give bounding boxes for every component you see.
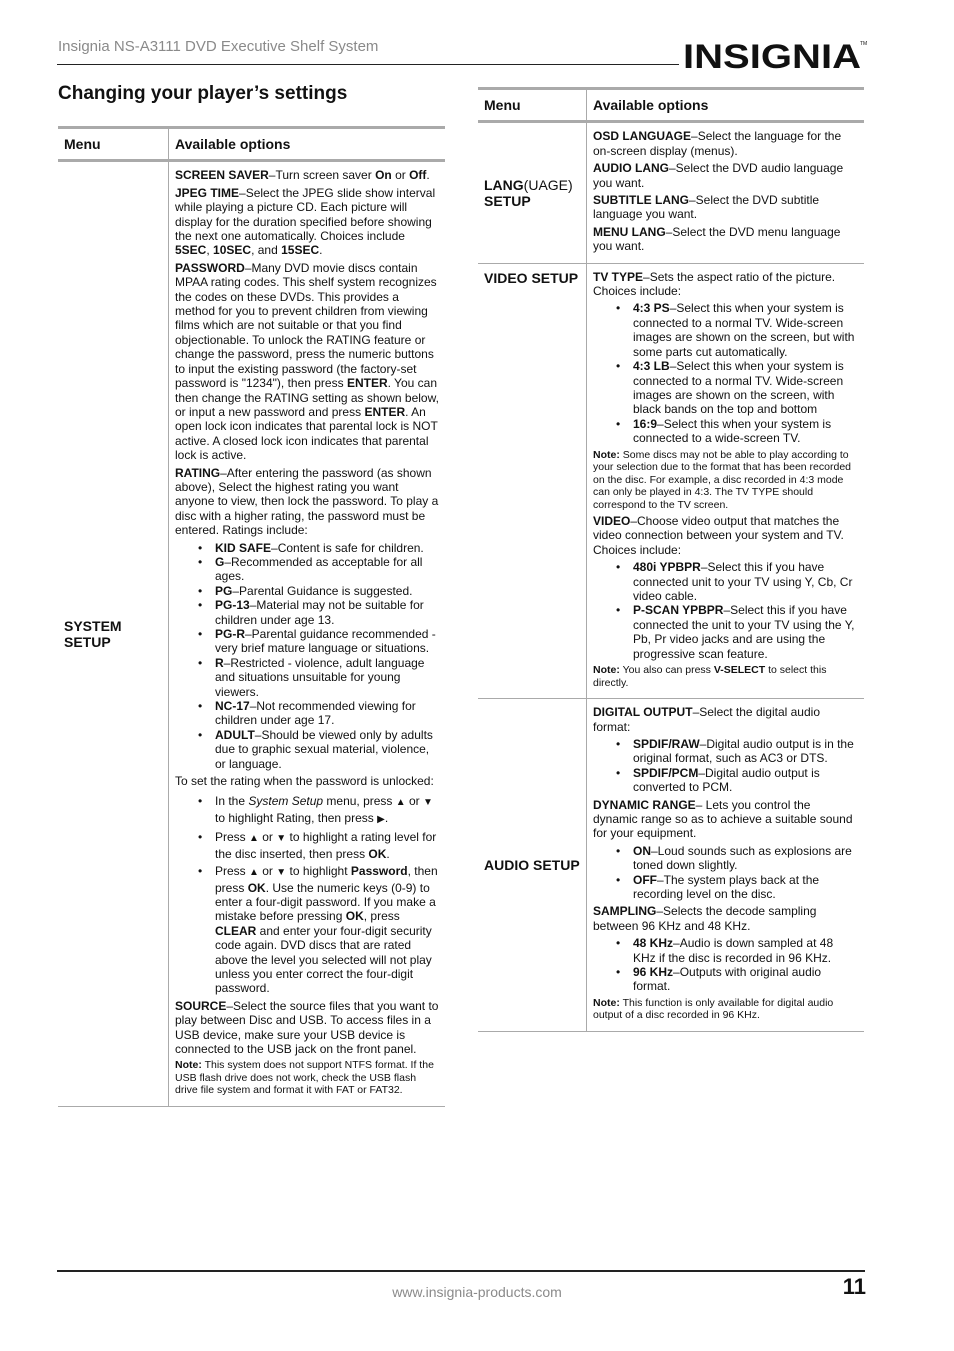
list-item: • OFF–The system plays back at the recording level on the disc. — [633, 873, 858, 902]
menu-label-line1: SYSTEM — [64, 618, 122, 635]
video-option: VIDEO–Choose video output that matches the video connection between your system and TV. Choices include: — [593, 514, 844, 557]
options-cell-audio-setup — [587, 699, 865, 1032]
footer-rule — [57, 1270, 865, 1272]
video-choices — [593, 560, 858, 661]
table-row-video-setup — [478, 263, 864, 698]
set-rating-intro: To set the rating when the password is unlocked: — [175, 774, 434, 789]
list-item: • NC-17–Not recommended viewing for children under age 17. — [215, 699, 439, 728]
list-item: • P-SCAN YPBPR–Select this if you have connected the unit to your TV using the Y, Pb, Pr video jacks and are using the progressive scan feature. — [633, 603, 858, 661]
menu-cell-audio-setup: AUDIO SETUP — [478, 699, 587, 1032]
digital-output-option: DIGITAL OUTPUT–Select the digital audio format: — [593, 705, 820, 734]
list-item: • 4:3 LB–Select this when your system is connected to a normal TV. Wide-screen images are shown on the screen, with black bands on the top and bottom — [633, 359, 858, 417]
sampling-option: SAMPLING–Selects the decode sampling between 96 KHz and 48 KHz. — [593, 904, 817, 933]
v-select-note: Note: You also can press V-SELECT to select this directly. — [593, 664, 827, 689]
list-item: • 48 KHz–Audio is down sampled at 48 KHz if the disc is recorded in 96 KHz. — [633, 936, 858, 965]
table-row-system-setup — [58, 161, 445, 1106]
list-item: • 16:9–Select this when your system is connected to a wide-screen TV. — [633, 417, 858, 446]
tv-type-note: Note: Some discs may not be able to play according to your selection due to the format that has been recorded on the disc. For example, a disc recorded in 4:3 mode can only be played in 4:3. The TV TYPE should correspond to the TV screen. — [593, 448, 851, 511]
menu-label-line2: SETUP — [64, 634, 111, 651]
section-title: Changing your player’s settings — [58, 83, 348, 104]
list-item: • SPDIF/RAW–Digital audio output is in the original format, such as AC3 or DTS. — [633, 737, 858, 766]
password-option: PASSWORD–Many DVD movie discs contain MPAA rating codes. This shelf system recognizes the codes on these DVDs. This provides a method for you to prevent children from viewing films which are not suitable or that you find objectionable. To unlock the RATING feature or change the password, press the numeric buttons to input the existing password (the factory-set password is "1234"), then press ENTER. You can then change the RATING setting as shown below, or input a new password and press ENTER. An open lock icon indicates that parental lock is NOT active. A closed lock icon indicates that parental lock is active. — [175, 260, 439, 463]
list-item: • ADULT–Should be viewed only by adults due to graphic sexual material, violence, or language. — [215, 728, 439, 771]
list-item: • 480i YPBPR–Select this if you have connected unit to your TV using Y, Cb, Cr video cable. — [633, 560, 858, 603]
audio-lang-option: AUDIO LANG–Select the DVD audio language you want. — [593, 161, 844, 190]
logo-trademark: TM — [860, 41, 868, 47]
list-item: • PG-13–Material may not be suitable for children under age 13. — [215, 598, 439, 627]
ratings-list — [175, 541, 439, 772]
list-item: • R–Restricted - violence, adult language and situations unsuitable for young viewers. — [215, 656, 439, 699]
table-header-row — [58, 128, 445, 161]
menu-cell-video-setup: VIDEO SETUP — [478, 263, 587, 698]
menu-cell-lang-setup: LANG(UAGE) SETUP — [478, 122, 587, 263]
options-cell-lang-setup — [587, 122, 865, 263]
table-row-audio-setup — [478, 699, 864, 1032]
list-item: • 4:3 PS–Select this when your system is connected to a normal TV. Wide-screen images are shown on the screen, but with some parts cut automatically. — [633, 301, 858, 359]
list-item: • Press ▲ or ▼ to highlight Password, then press OK. Use the numeric keys (0-9) to enter a four-digit password. If you make a mistake before pressing OK, press CLEAR and enter your four-digit security code again. DVD discs that are rated above the level you selected will not play unless you enter correct the four-digit password. — [215, 864, 439, 996]
tv-type-option: TV TYPE–Sets the aspect ratio of the picture. Choices include: — [593, 269, 836, 299]
jpeg-time-option: JPEG TIME–Select the JPEG slide show interval while playing a picture CD. Each picture will display for the duration specified before showing the next one automatically. Choices include 5SEC, 10SEC, and 15SEC. — [175, 185, 436, 258]
insignia-logo — [683, 36, 868, 80]
options-column-header: Available options — [169, 128, 446, 161]
right-arrow-icon: ▶ — [377, 813, 385, 825]
sampling-note: Note: This function is only available for digital audio output of a disc recorded in 96 KHz. — [593, 996, 834, 1022]
osd-language-option: OSD LANGUAGE–Select the language for the on-screen display (menus). — [593, 129, 842, 158]
usb-note: Note: This system does not support NTFS format. If the USB flash drive does not work, check the USB flash drive file system and format it with FAT or FAT32. — [175, 1059, 434, 1097]
logo-wordmark: INSIGNIA — [683, 38, 861, 76]
options-column-header: Available options — [587, 89, 865, 122]
list-item: • SPDIF/PCM–Digital audio output is converted to PCM. — [633, 766, 858, 795]
screen-saver-option: SCREEN SAVER–Turn screen saver On or Off. — [175, 168, 430, 183]
menu-column-header: Menu — [478, 89, 587, 122]
options-cell-system-setup — [169, 161, 446, 1106]
source-option: SOURCE–Select the source files that you want to play between Disc and USB. To access files in a USB device, make sure your USB device is connected to the USB jack on the front panel. — [175, 998, 439, 1056]
settings-table-left — [58, 126, 445, 1107]
page-number: 11 — [842, 1274, 866, 1299]
down-arrow-icon: ▼ — [423, 797, 433, 809]
list-item: • PG-R–Parental guidance recommended - very brief mature language or situations. — [215, 627, 439, 656]
tv-type-choices — [593, 301, 858, 445]
menu-cell-system-setup — [58, 161, 169, 1106]
menu-column-header: Menu — [58, 128, 169, 161]
list-item: • In the System Setup menu, press ▲ or ▼ to highlight Rating, then press ▶. — [215, 794, 439, 827]
list-item: • KID SAFE–Content is safe for children. — [215, 541, 439, 555]
up-arrow-icon: ▲ — [395, 797, 406, 809]
footer-url: www.insignia-products.com — [392, 1284, 562, 1300]
sampling-choices — [593, 936, 858, 994]
up-arrow-icon: ▲ — [249, 833, 259, 845]
list-item: • Press ▲ or ▼ to highlight a rating level for the disc inserted, then press OK. — [215, 830, 439, 861]
digital-output-choices — [593, 737, 858, 795]
list-item: • G–Recommended as acceptable for all ages. — [215, 555, 439, 584]
dynamic-range-choices — [593, 844, 858, 902]
dynamic-range-option: DYNAMIC RANGE– Lets you control the dynamic range so as to achieve a suitable sound for your equipment. — [593, 797, 853, 841]
header-rule — [57, 64, 679, 65]
running-header-title: Insignia NS-A3111 DVD Executive Shelf System — [58, 38, 379, 55]
subtitle-lang-option: SUBTITLE LANG–Select the DVD subtitle language you want. — [593, 193, 820, 222]
table-row-lang-setup — [478, 122, 864, 263]
menu-lang-option: MENU LANG–Select the DVD menu language you want. — [593, 224, 841, 254]
options-cell-video-setup — [587, 263, 865, 698]
settings-table-right — [478, 87, 864, 1032]
list-item: • 96 KHz–Outputs with original audio format. — [633, 965, 858, 994]
table-header-row — [478, 89, 864, 122]
up-arrow-icon: ▲ — [249, 867, 259, 879]
down-arrow-icon: ▼ — [276, 833, 287, 845]
list-item: • PG–Parental Guidance is suggested. — [215, 584, 439, 598]
set-rating-steps — [175, 794, 439, 995]
down-arrow-icon: ▼ — [276, 867, 287, 879]
list-item: • ON–Loud sounds such as explosions are toned down slightly. — [633, 844, 858, 873]
rating-option: RATING–After entering the password (as shown above), Select the highest rating you want anyone to view, then lock the password. To play a disc with a higher rating, the password must be entered. Ratings include: — [175, 465, 439, 538]
